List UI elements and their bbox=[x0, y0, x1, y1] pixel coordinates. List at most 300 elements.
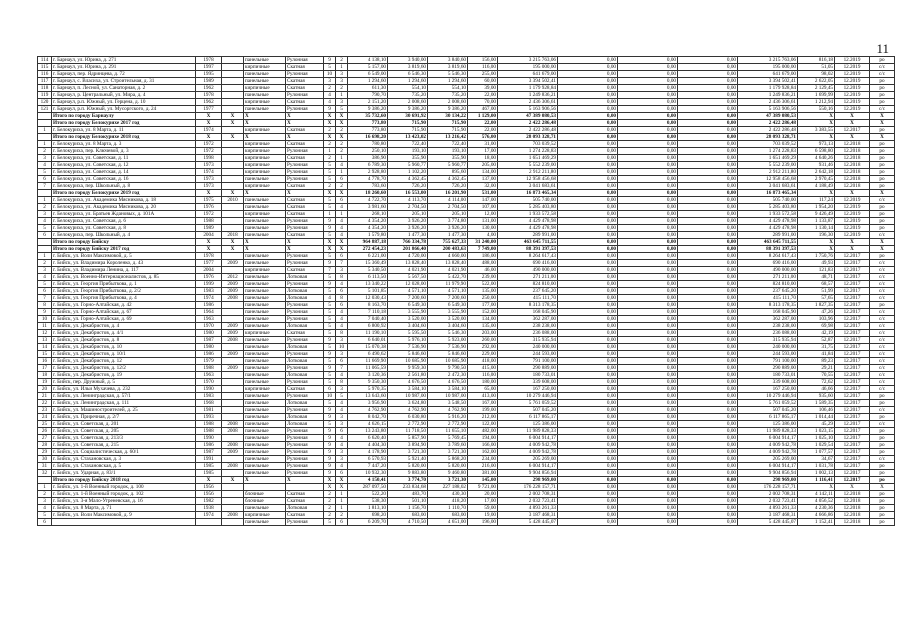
table-cell: с/с bbox=[870, 407, 895, 414]
table-cell: 4 bbox=[336, 225, 348, 232]
table-cell: 488,00 bbox=[468, 260, 498, 267]
table-cell: X bbox=[222, 239, 244, 246]
table-cell: 3 555,90 bbox=[388, 309, 428, 316]
table-cell: ро bbox=[870, 470, 895, 477]
table-cell: панельные bbox=[244, 225, 286, 232]
table-cell: 0,00 bbox=[558, 400, 618, 407]
table-cell: 0,00 bbox=[678, 106, 738, 113]
table-cell: 2 bbox=[336, 127, 348, 134]
table-cell: 0,00 bbox=[558, 78, 618, 85]
table-cell: X bbox=[835, 190, 870, 197]
table-cell: 2 642,18 bbox=[798, 169, 835, 176]
table-cell: г. Барнаул, пер. Ядринцева, д. 72 bbox=[52, 71, 196, 78]
table-cell: 3 956,90 bbox=[348, 400, 388, 407]
table-cell: Итого по городу Бийску 2018 год bbox=[52, 477, 196, 484]
table-cell: панельные bbox=[244, 232, 286, 239]
table-cell: 0,00 bbox=[558, 85, 618, 92]
table-cell: 11 190,10 bbox=[348, 330, 388, 337]
table-cell: 7 749,00 bbox=[468, 246, 498, 253]
table-cell: 5 bbox=[324, 274, 336, 281]
table-cell: 271 211,00 bbox=[498, 274, 558, 281]
table-cell: 4 429 478,98 bbox=[738, 225, 798, 232]
table-cell: 237 645,20 bbox=[498, 288, 558, 295]
table-cell: 6 549,30 bbox=[388, 302, 428, 309]
table-cell: 31,00 bbox=[468, 141, 498, 148]
table-cell: панельные bbox=[244, 71, 286, 78]
table-cell: 12.2017 bbox=[835, 253, 870, 260]
table-cell: 10 685,90 bbox=[388, 358, 428, 365]
table-cell: 31,75 bbox=[798, 344, 835, 351]
table-cell: с/с bbox=[870, 365, 895, 372]
table-cell: ро bbox=[870, 78, 895, 85]
table-cell: 0,00 bbox=[678, 386, 738, 393]
table-cell: 9 bbox=[38, 309, 52, 316]
table-cell: 238 238,00 bbox=[498, 323, 558, 330]
table-cell: 0,00 bbox=[558, 169, 618, 176]
table-cell: 4 178,90 bbox=[348, 449, 388, 456]
table-cell: ро bbox=[870, 512, 895, 519]
table-cell: г. Белокуриха, ул. Советская, д. 11 bbox=[52, 155, 196, 162]
table-cell: г. Белокуриха, ул. Советская, д. 12 bbox=[52, 162, 196, 169]
table-cell: 227 188,02 bbox=[428, 484, 468, 491]
table-cell: X bbox=[244, 246, 286, 253]
table-cell: 12.2017 bbox=[835, 302, 870, 309]
table-cell: 2009 bbox=[222, 260, 244, 267]
table-cell: 12.2018 bbox=[835, 155, 870, 162]
table-cell: 698,20 bbox=[348, 512, 388, 519]
table-cell: 0,00 bbox=[558, 246, 618, 253]
table-cell: Рулонная bbox=[286, 260, 324, 267]
table-cell: панельные bbox=[244, 519, 286, 526]
table-cell: 12.2017 bbox=[835, 127, 870, 134]
table-cell: 0,00 bbox=[558, 365, 618, 372]
table-cell: г. Бийск, ул. Горно-Алтайская, д. 42 bbox=[52, 302, 196, 309]
table-cell: 715,90 bbox=[428, 127, 468, 134]
table-cell: X bbox=[244, 113, 286, 120]
table-cell: 0,00 bbox=[558, 162, 618, 169]
table-cell: X bbox=[870, 190, 895, 197]
table-cell: ро bbox=[870, 449, 895, 456]
table-cell: X bbox=[222, 246, 244, 253]
table-cell: Скатная bbox=[286, 78, 324, 85]
table-cell: 10 bbox=[336, 344, 348, 351]
table-cell: X bbox=[336, 113, 348, 120]
table-cell: 2 bbox=[38, 491, 52, 498]
table-cell: 4 429 478,98 bbox=[498, 218, 558, 225]
table-row bbox=[38, 442, 895, 449]
table-cell: г. Бийск, ул. 3-я Мало-Угреневская, д. 16 bbox=[52, 498, 196, 505]
table-cell: 166,00 bbox=[468, 442, 498, 449]
table-cell: 8 bbox=[336, 274, 348, 281]
table-cell: ро bbox=[870, 302, 895, 309]
table-cell: 26 bbox=[38, 428, 52, 435]
table-cell: 2 bbox=[336, 148, 348, 155]
table-cell: 0,00 bbox=[558, 351, 618, 358]
table-cell: X bbox=[324, 484, 336, 491]
table-row bbox=[38, 225, 895, 232]
table-cell: 12.2017 bbox=[835, 358, 870, 365]
table-cell: г. Бийск, ул. Декабристов, д. 4 bbox=[52, 323, 196, 330]
table-cell: 12.2017 bbox=[835, 421, 870, 428]
table-cell: 298 969,00 bbox=[738, 477, 798, 484]
table-cell: панельные bbox=[244, 505, 286, 512]
table-cell: X bbox=[222, 120, 244, 127]
table-cell: 2009 bbox=[222, 281, 244, 288]
table-cell: 6 620,40 bbox=[348, 435, 388, 442]
table-cell: 9 790,50 bbox=[428, 365, 468, 372]
table-cell: панельные bbox=[244, 344, 286, 351]
table-cell: X bbox=[835, 134, 870, 141]
table-cell: 5 bbox=[324, 316, 336, 323]
table-cell: 0,00 bbox=[618, 155, 678, 162]
table-cell: 6 bbox=[336, 197, 348, 204]
table-cell: 4 bbox=[336, 316, 348, 323]
table-cell: 0,00 bbox=[618, 232, 678, 239]
table-cell: 2008 bbox=[222, 421, 244, 428]
table-row bbox=[38, 428, 895, 435]
table-cell: 641 679,00 bbox=[738, 71, 798, 78]
table-cell: 3 926,20 bbox=[388, 225, 428, 232]
table-cell: 12.2019 bbox=[835, 218, 870, 225]
table-cell: 0,00 bbox=[618, 484, 678, 491]
table-cell: кирпичные bbox=[244, 85, 286, 92]
table-cell: 9 350,30 bbox=[348, 379, 388, 386]
table-cell: 4 bbox=[38, 274, 52, 281]
table-cell: ро bbox=[870, 225, 895, 232]
table-cell: X bbox=[196, 190, 222, 197]
table-cell: 0,00 bbox=[618, 134, 678, 141]
table-row bbox=[38, 92, 895, 99]
table-cell: 13 bbox=[38, 337, 52, 344]
table-cell bbox=[222, 456, 244, 463]
table-cell: 18 260,60 bbox=[348, 190, 388, 197]
table-cell: X bbox=[286, 134, 324, 141]
table-cell: 1972 bbox=[196, 148, 222, 155]
table-cell: 3 774,80 bbox=[428, 218, 468, 225]
table-cell: 10 bbox=[38, 316, 52, 323]
table-cell: 12.2017 bbox=[835, 456, 870, 463]
table-cell: 0,00 bbox=[678, 505, 738, 512]
table-cell: Лотковая bbox=[286, 323, 324, 330]
table-cell: 0,00 bbox=[558, 99, 618, 106]
table-cell bbox=[52, 519, 196, 526]
table-cell: 6 bbox=[336, 358, 348, 365]
table-cell: 152,00 bbox=[468, 309, 498, 316]
table-row bbox=[38, 211, 895, 218]
table-cell: 20,00 bbox=[468, 491, 498, 498]
table-cell: 0,00 bbox=[618, 512, 678, 519]
table-cell bbox=[222, 141, 244, 148]
table-cell: 5 bbox=[324, 176, 336, 183]
table-cell: 6 549,30 bbox=[428, 302, 468, 309]
table-cell: панельные bbox=[244, 463, 286, 470]
table-cell: 0,00 bbox=[558, 148, 618, 155]
table-cell: 816,18 bbox=[798, 57, 835, 64]
table-cell: панельные bbox=[244, 57, 286, 64]
table-cell: 4 362,45 bbox=[428, 176, 468, 183]
table-cell: 12.2017 bbox=[835, 477, 870, 484]
table-cell: с/с bbox=[870, 64, 895, 71]
table-cell: 65,00 bbox=[468, 386, 498, 393]
table-cell: 46,66 bbox=[798, 386, 835, 393]
table-cell: Рулонная bbox=[286, 435, 324, 442]
table-cell: 117 bbox=[38, 78, 52, 85]
table-cell: ро bbox=[870, 99, 895, 106]
table-cell: 1 130,14 bbox=[798, 225, 835, 232]
table-cell: 16 553,00 bbox=[388, 190, 428, 197]
table-cell: Лотковая bbox=[286, 274, 324, 281]
table-cell: 1 933 572,58 bbox=[738, 211, 798, 218]
table-cell: 0,00 bbox=[618, 428, 678, 435]
table-cell: 5 bbox=[324, 204, 336, 211]
table-cell: 1 179 928,84 bbox=[498, 85, 558, 92]
table-cell: 12.2018 bbox=[835, 491, 870, 498]
table-cell: 4 230,36 bbox=[798, 505, 835, 512]
table-cell: 4 bbox=[336, 162, 348, 169]
table-cell: 14 bbox=[38, 344, 52, 351]
table-cell: 3 bbox=[324, 78, 336, 85]
table-cell: 0,00 bbox=[678, 71, 738, 78]
table-cell: 6 221,00 bbox=[348, 253, 388, 260]
table-cell: 12.2017 bbox=[835, 281, 870, 288]
table-cell: 0,00 bbox=[618, 414, 678, 421]
table-cell: 895,60 bbox=[428, 169, 468, 176]
table-cell: 12.2018 bbox=[835, 148, 870, 155]
table-cell: 1 102,20 bbox=[388, 169, 428, 176]
table-cell: Лотковая bbox=[286, 414, 324, 421]
table-cell: 5 bbox=[324, 519, 336, 526]
table-cell: 0,00 bbox=[558, 253, 618, 260]
table-cell: панельные bbox=[244, 78, 286, 85]
table-cell: 6 117 865,17 bbox=[498, 414, 558, 421]
table-cell: с/с bbox=[870, 281, 895, 288]
table-cell: 1983 bbox=[196, 393, 222, 400]
table-cell: 1988 bbox=[196, 428, 222, 435]
table-cell: Рулонная bbox=[286, 106, 324, 113]
table-cell: 13 340,22 bbox=[348, 281, 388, 288]
table-cell: 5 bbox=[324, 379, 336, 386]
table-cell: 201 866,40 bbox=[388, 246, 428, 253]
table-cell: 0,00 bbox=[678, 211, 738, 218]
table-cell: 1 025,10 bbox=[798, 435, 835, 442]
table-cell: 1995 bbox=[196, 71, 222, 78]
table-cell: 15 070,38 bbox=[348, 344, 388, 351]
table-cell: 16 873 465,34 bbox=[498, 190, 558, 197]
table-cell: X bbox=[196, 134, 222, 141]
table-cell: г. Белокуриха, ул. Братьев Ждановых, д. 101А bbox=[52, 211, 196, 218]
table-cell: 1 212,94 bbox=[798, 99, 835, 106]
table-cell: г. Бийск, ул. Декабристов, д. 19 bbox=[52, 372, 196, 379]
table-cell: 200 483,63 bbox=[428, 246, 468, 253]
table-cell: с/с bbox=[870, 330, 895, 337]
table-row bbox=[38, 274, 895, 281]
table-cell: 766 334,78 bbox=[388, 239, 428, 246]
table-row bbox=[38, 71, 895, 78]
table-cell: X bbox=[798, 190, 835, 197]
table-cell: 2008 bbox=[222, 442, 244, 449]
table-cell: 0,00 bbox=[558, 463, 618, 470]
table-cell: 2008 bbox=[222, 337, 244, 344]
table-cell: X bbox=[286, 477, 324, 484]
table-cell: 0,00 bbox=[558, 260, 618, 267]
table-cell: 1 179 928,84 bbox=[738, 85, 798, 92]
table-cell: 9 bbox=[324, 225, 336, 232]
table-cell: 193,10 bbox=[428, 148, 468, 155]
table-cell: 244 593,00 bbox=[738, 351, 798, 358]
table-cell: кирпичные bbox=[244, 330, 286, 337]
table-cell: кирпичные bbox=[244, 386, 286, 393]
table-cell: 1 294,60 bbox=[428, 78, 468, 85]
table-cell: Итого по городу Белокурихе 2019 год bbox=[52, 190, 196, 197]
table-cell: 0,00 bbox=[678, 379, 738, 386]
table-cell: 298 969,00 bbox=[498, 477, 558, 484]
table-cell: 12 958 456,68 bbox=[498, 176, 558, 183]
table-cell: 0,00 bbox=[618, 386, 678, 393]
table-cell: 0,00 bbox=[678, 344, 738, 351]
table-cell bbox=[222, 372, 244, 379]
table-cell: 690 416,00 bbox=[738, 260, 798, 267]
table-cell: 6 004 914,17 bbox=[498, 463, 558, 470]
table-cell: 0,00 bbox=[618, 393, 678, 400]
table-cell: X bbox=[336, 477, 348, 484]
table-cell: 12.2017 bbox=[835, 274, 870, 281]
table-cell: 7 bbox=[324, 267, 336, 274]
table-cell: 0,00 bbox=[558, 428, 618, 435]
table-cell: 176 228 157,71 bbox=[738, 484, 798, 491]
table-cell: ро bbox=[870, 211, 895, 218]
table-cell: 1990 bbox=[196, 435, 222, 442]
table-cell: 9 386,20 bbox=[348, 106, 388, 113]
table-cell: Лотковая bbox=[286, 358, 324, 365]
table-cell bbox=[222, 505, 244, 512]
table-cell: 1 477,30 bbox=[388, 232, 428, 239]
table-row bbox=[38, 337, 895, 344]
table-cell: 1 813,10 bbox=[348, 505, 388, 512]
table-cell: г. Бийск, ул. Военно-Интернационалистов, д. 85 bbox=[52, 274, 196, 281]
table-cell: 1 933 572,58 bbox=[498, 211, 558, 218]
table-cell: 2008 bbox=[222, 463, 244, 470]
table-row bbox=[38, 463, 895, 470]
table-cell: 1 023,15 bbox=[798, 428, 835, 435]
table-cell: 3 840,60 bbox=[428, 57, 468, 64]
table-cell: 3 394 502,41 bbox=[498, 78, 558, 85]
table-cell: 1976 bbox=[196, 274, 222, 281]
table-cell: X bbox=[244, 134, 286, 141]
table-cell bbox=[222, 183, 244, 190]
table-cell: 0,00 bbox=[618, 176, 678, 183]
table-row bbox=[38, 190, 895, 197]
table-cell: Рулонная bbox=[286, 92, 324, 99]
table-cell: Рулонная bbox=[286, 148, 324, 155]
table-cell: 5 857,90 bbox=[388, 435, 428, 442]
table-cell: 205 269,00 bbox=[738, 456, 798, 463]
table-cell: 2009 bbox=[222, 323, 244, 330]
table-cell: г. Бийск, ул. 1-й Военный городок, д. 100 bbox=[52, 484, 196, 491]
table-cell: с/с bbox=[870, 351, 895, 358]
table-cell: г. Белокуриха, ул. 8 Марта, д. 11 bbox=[52, 127, 196, 134]
table-cell: 0,00 bbox=[678, 141, 738, 148]
table-cell: 8 163,70 bbox=[348, 302, 388, 309]
table-cell: 0,00 bbox=[618, 99, 678, 106]
table-cell: Скатная bbox=[286, 183, 324, 190]
table-cell: 234,00 bbox=[468, 456, 498, 463]
table-cell: 715,90 bbox=[388, 127, 428, 134]
table-cell: 15 360,49 bbox=[348, 260, 388, 267]
table-cell: 12.2017 bbox=[835, 267, 870, 274]
table-cell bbox=[222, 211, 244, 218]
table-cell: 3 215 763,06 bbox=[738, 57, 798, 64]
table-cell: 2 bbox=[324, 85, 336, 92]
table-cell: 12.2017 bbox=[835, 393, 870, 400]
table-row bbox=[38, 127, 895, 134]
table-cell: 2 bbox=[336, 57, 348, 64]
table-cell: 1974 bbox=[196, 127, 222, 134]
table-cell: 7 447,20 bbox=[348, 463, 388, 470]
table-cell: 6 bbox=[336, 253, 348, 260]
table-cell: 0,00 bbox=[678, 351, 738, 358]
table-row bbox=[38, 491, 895, 498]
table-cell: 4 bbox=[336, 218, 348, 225]
table-cell: 0,00 bbox=[678, 435, 738, 442]
table-cell: 125 386,00 bbox=[738, 421, 798, 428]
table-cell: 13 423,02 bbox=[388, 134, 428, 141]
table-cell: г. Бийск, ул. Советская, д. 201 bbox=[52, 421, 196, 428]
table-cell: 1997 bbox=[196, 64, 222, 71]
table-cell: панельные bbox=[244, 421, 286, 428]
table-cell: Рулонная bbox=[286, 463, 324, 470]
table-cell: 180 733,01 bbox=[738, 372, 798, 379]
table-cell: панельные bbox=[244, 288, 286, 295]
table-cell: 554,10 bbox=[428, 85, 468, 92]
table-cell: 522,00 bbox=[468, 281, 498, 288]
table-cell: 0,00 bbox=[618, 267, 678, 274]
table-row bbox=[38, 99, 895, 106]
table-cell: Рулонная bbox=[286, 456, 324, 463]
table-cell: 17,00 bbox=[468, 498, 498, 505]
table-cell: 12.2019 bbox=[835, 106, 870, 113]
table-row bbox=[38, 253, 895, 260]
table-cell: 490 000,00 bbox=[738, 267, 798, 274]
table-cell bbox=[222, 78, 244, 85]
table-cell: 12.2017 bbox=[835, 260, 870, 267]
table-cell: 0,00 bbox=[618, 505, 678, 512]
table-cell: 8 bbox=[336, 330, 348, 337]
table-cell: 0,00 bbox=[558, 281, 618, 288]
table-cell: 0,00 bbox=[678, 64, 738, 71]
table-row bbox=[38, 134, 895, 141]
table-cell: 0,00 bbox=[558, 449, 618, 456]
table-cell: ро bbox=[870, 428, 895, 435]
table-cell: Лотковая bbox=[286, 295, 324, 302]
table-cell: X bbox=[244, 120, 286, 127]
table-row bbox=[38, 519, 895, 526]
table-cell: 3 394 502,41 bbox=[738, 78, 798, 85]
table-cell: 0,00 bbox=[678, 246, 738, 253]
table-cell: 12.2018 bbox=[835, 162, 870, 169]
table-cell: 4 bbox=[336, 400, 348, 407]
table-cell: X bbox=[286, 120, 324, 127]
table-cell: 3 624,80 bbox=[388, 400, 428, 407]
table-cell: 3 bbox=[38, 211, 52, 218]
table-cell: 1 274 228,83 bbox=[738, 148, 798, 155]
table-cell bbox=[222, 92, 244, 99]
table-cell: с/с bbox=[870, 106, 895, 113]
table-cell: 5 101,85 bbox=[348, 288, 388, 295]
table-cell: 9 460,80 bbox=[428, 470, 468, 477]
table-cell: 70,00 bbox=[468, 99, 498, 106]
table-cell: г. Барнаул, ул. Юрина, д. 271 bbox=[52, 57, 196, 64]
table-cell: ро bbox=[870, 155, 895, 162]
